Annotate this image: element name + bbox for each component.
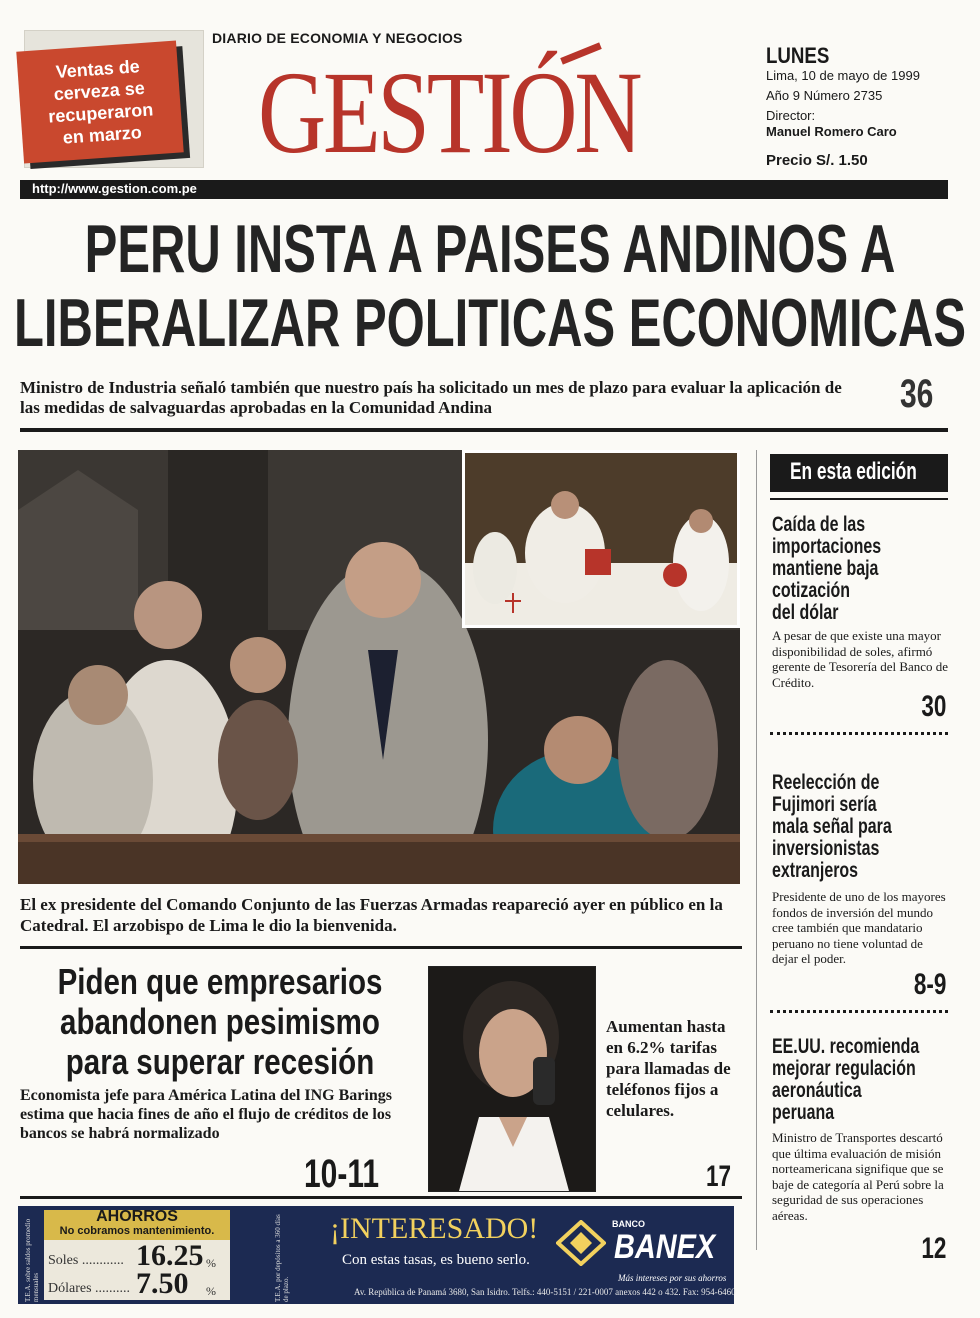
phone-woman-photo[interactable] <box>428 966 596 1192</box>
dateline-day: LUNES <box>766 43 830 68</box>
sidebar-item-page: 8-9 <box>913 968 946 1001</box>
ad-soles-label: Soles ............ <box>48 1253 124 1268</box>
ad-ahorros-sub: No cobramos mantenimiento. <box>59 1225 215 1237</box>
column-divider <box>756 450 757 1250</box>
sidebar-item-title[interactable]: Reelección de Fujimori sería mala señal para inversionistas extranjeros <box>772 771 892 882</box>
story-headline-line2: abandonen pesimismo <box>60 1001 380 1042</box>
masthead-logo[interactable] <box>258 48 688 178</box>
sidebar-header: En esta edición <box>790 458 917 485</box>
promo-text: Ventas de cerveza se recuperaron en marzo <box>47 56 154 148</box>
dateline-issue: Año 9 Número 2735 <box>766 88 883 103</box>
ad-dolares-rate: 7.50 <box>136 1267 189 1300</box>
photo-caption: El ex presidente del Comando Conjunto de las Fuerzas Armadas reapareció ayer en público en la Catedral. El arzobispo de Lima le dio la bienvenida. <box>20 895 723 935</box>
sidebar-item-page: 30 <box>920 690 946 723</box>
dateline <box>766 44 920 140</box>
sidebar-item-title[interactable]: Caída de las importaciones mantiene baja cotización del dólar <box>772 513 882 624</box>
sidebar-item-body: Ministro de Transportes descartó que última evaluación de misión norteamericana signifique que se baje de categoría al Perú sobre la seguridad de sus operaciones aéreas. <box>772 1130 944 1223</box>
banex-logo-icon <box>556 1220 606 1266</box>
website-link[interactable]: http://www.gestion.com.pe <box>32 181 197 196</box>
dotted-divider <box>770 732 948 735</box>
main-headline-line2[interactable]: LIBERALIZAR POLITICAS ECONOMICAS <box>14 285 966 361</box>
divider-rule <box>770 498 948 500</box>
ad-brand: BANEX <box>614 1228 716 1266</box>
ad-more-interest: Más intereses por sus ahorros <box>618 1273 727 1283</box>
story-headline-line1: Piden que empresarios <box>57 961 383 1002</box>
story-headline[interactable] <box>20 962 420 1082</box>
ad-soles-pct: % <box>206 1256 216 1270</box>
phone-photo-illustration <box>429 967 595 1191</box>
main-headline-page: 36 <box>900 372 934 416</box>
divider-rule <box>20 428 948 432</box>
dateline-director-name: Manuel Romero Caro <box>766 124 897 139</box>
dateline-director-label: Director: <box>766 108 816 123</box>
ad-tea-note: T.E.A. sobre saldos promedio mensuales <box>24 1218 40 1302</box>
ad-soles-rate: 16.25 <box>136 1239 204 1272</box>
dotted-divider <box>770 1010 948 1013</box>
main-headline-line1[interactable]: PERU INSTA A PAISES ANDINOS A <box>84 211 896 287</box>
story-headline-line3: para superar recesión <box>65 1041 375 1082</box>
divider-rule <box>20 1196 742 1199</box>
ad-banco-label: BANCO <box>612 1219 645 1229</box>
ad-subheadline: Con estas tasas, es bueno serlo. <box>342 1252 530 1268</box>
price: Precio S/. 1.50 <box>766 152 868 169</box>
sidebar-item-body: A pesar de que existe una mayor disponibilidad de soles, afirmó gerente de Tesorería del Banco de Crédito. <box>772 628 949 690</box>
ad-address: Av. República de Panamá 3680, San Isidro. Telfs.: 440-5151 / 221-0007 anexos 442 o 432. Fax: 954-6460 <box>354 1287 736 1297</box>
phone-rates-page: 17 <box>706 1160 732 1193</box>
inset-photo-illustration <box>465 453 737 625</box>
phone-rates-story[interactable]: Aumentan hasta en 6.2% tarifas para llamadas de teléfonos fijos a celulares. <box>606 1017 731 1120</box>
dateline-place-date: Lima, 10 de mayo de 1999 <box>766 68 920 83</box>
ad-headline: ¡INTERESADO! <box>330 1212 539 1245</box>
ad-ahorros-label: AHORROS <box>96 1208 178 1225</box>
ad-dolares-label: Dólares .......... <box>48 1281 131 1296</box>
masthead-title: GESTIÓN <box>258 47 640 178</box>
divider-rule <box>20 946 742 949</box>
sidebar-item-page: 12 <box>920 1232 946 1265</box>
main-headline-deck: Ministro de Industria señaló también que nuestro país ha solicitado un mes de plazo para evaluar la aplicación de las medidas de salvaguardas aprobadas en la Comunidad Andina <box>20 378 842 417</box>
ad-tea-note-2: T.E.A. por depósitos a 360 días de plazo. <box>274 1214 290 1302</box>
ad-dolares-pct: % <box>206 1284 216 1298</box>
masthead-tagline: DIARIO DE ECONOMIA Y NEGOCIOS <box>212 30 463 46</box>
inset-photo-mass[interactable] <box>462 450 740 628</box>
story-page: 10-11 <box>304 1152 380 1196</box>
story-deck: Economista jefe para América Latina del ING Barings estima que hacia fines de año el flujo de créditos de los bancos se habrá normalizado <box>20 1087 392 1142</box>
sidebar-item-body: Presidente de uno de los mayores fondos de inversión del mundo cree también que mandatario peruano no tiene voluntad de dejar el poder. <box>772 889 946 966</box>
sidebar-item-title[interactable]: EE.UU. recomienda mejorar regulación aeronáutica peruana <box>772 1035 920 1124</box>
promo-teaser[interactable] <box>16 41 183 164</box>
